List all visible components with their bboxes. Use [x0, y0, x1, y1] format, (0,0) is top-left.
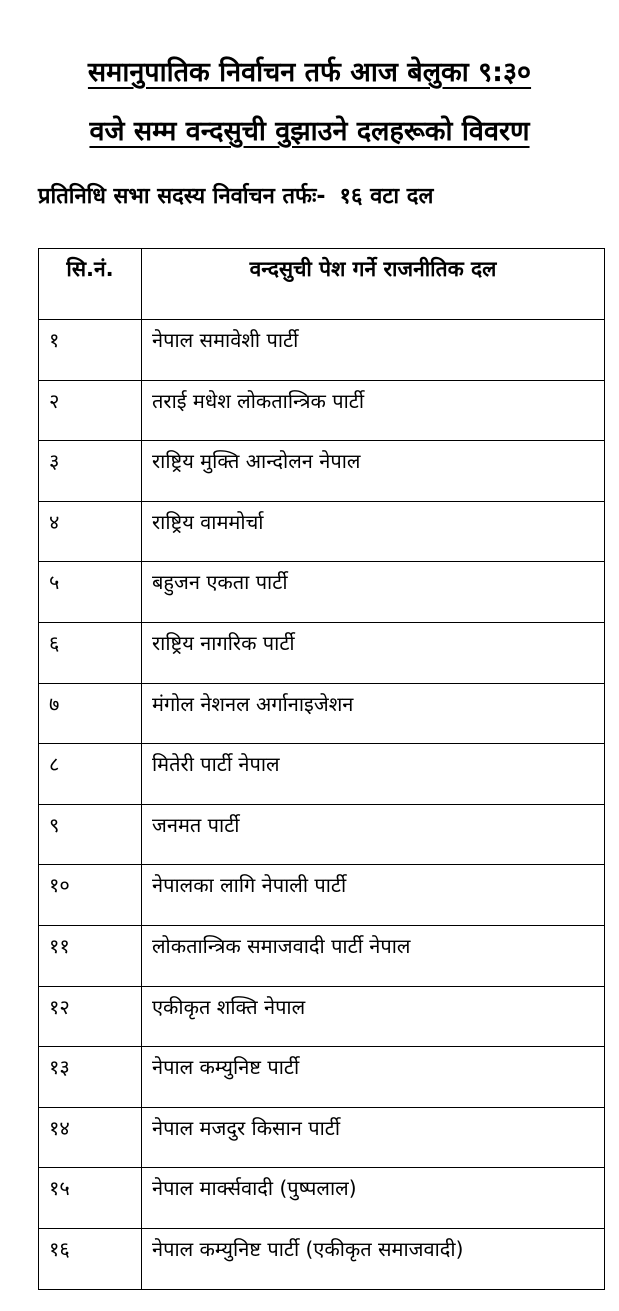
table-row — [39, 622, 605, 683]
serial-number-cell: ११ — [39, 925, 142, 986]
serial-number-cell: १६ — [39, 1228, 142, 1289]
table-header-row — [39, 249, 605, 320]
party-name-cell: राष्ट्रिय वाममोर्चा — [142, 501, 605, 562]
table-row — [39, 1168, 605, 1229]
page-title-line-2 — [0, 114, 619, 150]
party-name-cell: एकीकृत शक्ति नेपाल — [142, 986, 605, 1047]
table-row — [39, 1228, 605, 1289]
party-list-table — [38, 248, 605, 1290]
page-title-line-2-text: वजे सम्म वन्दसुची वुझाउने दलहरूको विवरण — [89, 116, 530, 147]
party-name-cell: नेपाल समावेशी पार्टी — [142, 320, 605, 381]
party-name-cell: राष्ट्रिय नागरिक पार्टी — [142, 622, 605, 683]
party-name-cell: नेपाल मार्क्सवादी (पुष्पलाल) — [142, 1168, 605, 1229]
party-name-cell: जनमत पार्टी — [142, 804, 605, 865]
subheading — [38, 182, 433, 212]
table-row — [39, 501, 605, 562]
party-name-cell: नेपालका लागि नेपाली पार्टी — [142, 865, 605, 926]
serial-number-cell: ६ — [39, 622, 142, 683]
party-name-cell: राष्ट्रिय मुक्ति आन्दोलन नेपाल — [142, 441, 605, 502]
table-row — [39, 744, 605, 805]
serial-number-cell: ४ — [39, 501, 142, 562]
column-header-party: वन्दसुची पेश गर्ने राजनीतिक दल — [142, 249, 605, 320]
table-row — [39, 683, 605, 744]
table-row — [39, 562, 605, 623]
page-title-line-1 — [0, 55, 619, 91]
serial-number-cell: ९ — [39, 804, 142, 865]
table-row — [39, 986, 605, 1047]
serial-number-cell: ८ — [39, 744, 142, 805]
party-name-cell: नेपाल कम्युनिष्ट पार्टी — [142, 1047, 605, 1108]
table-row — [39, 804, 605, 865]
serial-number-cell: १४ — [39, 1107, 142, 1168]
table-row — [39, 441, 605, 502]
serial-number-cell: ३ — [39, 441, 142, 502]
serial-number-cell: १२ — [39, 986, 142, 1047]
party-name-cell: लोकतान्त्रिक समाजवादी पार्टी नेपाल — [142, 925, 605, 986]
serial-number-cell: १० — [39, 865, 142, 926]
serial-number-cell: १ — [39, 320, 142, 381]
serial-number-cell: ५ — [39, 562, 142, 623]
serial-number-cell: १५ — [39, 1168, 142, 1229]
table-row — [39, 925, 605, 986]
page-title-line-1-text: समानुपातिक निर्वाचन तर्फ आज बेलुका ९:३० — [87, 57, 532, 88]
serial-number-cell: १३ — [39, 1047, 142, 1108]
subheading-label: प्रतिनिधि सभा सदस्य निर्वाचन तर्फः- — [38, 184, 326, 209]
party-name-cell: मितेरी पार्टी नेपाल — [142, 744, 605, 805]
table-row — [39, 1107, 605, 1168]
party-name-cell: बहुजन एकता पार्टी — [142, 562, 605, 623]
party-name-cell: नेपाल कम्युनिष्ट पार्टी (एकीकृत समाजवादी) — [142, 1228, 605, 1289]
table-row — [39, 1047, 605, 1108]
party-name-cell: मंगोल नेशनल अर्गानाइजेशन — [142, 683, 605, 744]
serial-number-cell: २ — [39, 380, 142, 441]
table-row — [39, 865, 605, 926]
column-header-serial: सि.नं. — [39, 249, 142, 320]
subheading-count: १६ वटा दल — [339, 184, 434, 209]
party-name-cell: तराई मधेश लोकतान्त्रिक पार्टी — [142, 380, 605, 441]
table-row — [39, 380, 605, 441]
table-row — [39, 320, 605, 381]
serial-number-cell: ७ — [39, 683, 142, 744]
party-name-cell: नेपाल मजदुर किसान पार्टी — [142, 1107, 605, 1168]
